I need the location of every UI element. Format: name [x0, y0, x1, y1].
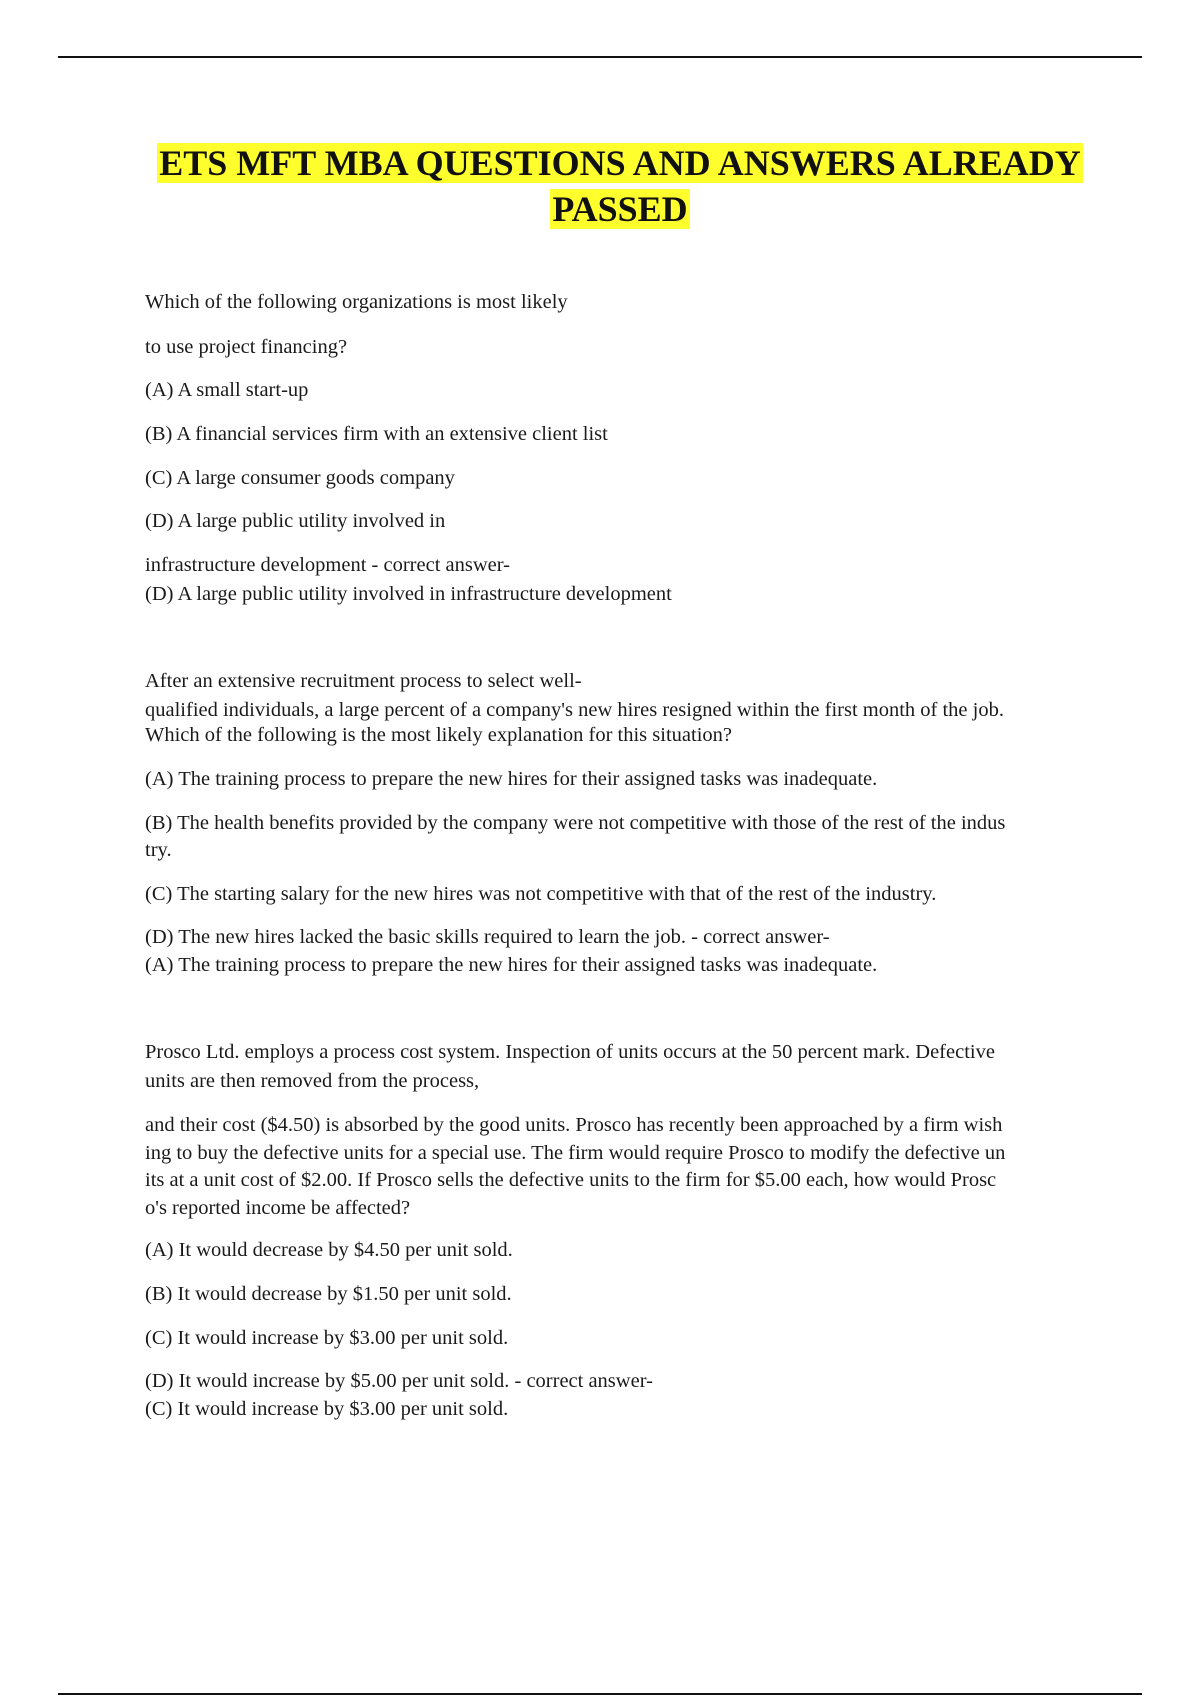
option-d-continued: infrastructure development - correct answer- — [145, 554, 510, 576]
question-prompt: After an extensive recruitment process to select well- — [145, 670, 582, 692]
top-rule — [58, 56, 1142, 58]
question-prompt: qualified individuals, a large percent of a company's new hires resigned within the first month of the job. — [145, 699, 1004, 721]
option-b: (B) It would decrease by $1.50 per unit sold. — [145, 1283, 512, 1305]
page-title — [130, 140, 1110, 232]
option-d: (D) A large public utility involved in — [145, 510, 446, 532]
question-prompt: Prosco Ltd. employs a process cost system. Inspection of units occurs at the 50 percent mark. Defective — [145, 1041, 995, 1063]
question-prompt: units are then removed from the process, — [145, 1070, 480, 1092]
correct-answer: (C) It would increase by $3.00 per unit sold. — [145, 1398, 509, 1420]
question-prompt: its at a unit cost of $2.00. If Prosco sells the defective units to the firm for $5.00 each, how would Prosc — [145, 1169, 997, 1191]
option-d: (D) The new hires lacked the basic skills required to learn the job. - correct answer- — [145, 926, 830, 948]
option-a: (A) A small start-up — [145, 379, 309, 401]
option-b: (B) A financial services firm with an extensive client list — [145, 423, 608, 445]
option-c: (C) The starting salary for the new hires was not competitive with that of the rest of the industry. — [145, 883, 937, 905]
option-b-continued: try. — [145, 839, 172, 861]
option-d: (D) It would increase by $5.00 per unit sold. - correct answer- — [145, 1370, 653, 1392]
option-a: (A) It would decrease by $4.50 per unit sold. — [145, 1239, 513, 1261]
correct-answer: (D) A large public utility involved in infrastructure development — [145, 583, 672, 605]
question-prompt: to use project financing? — [145, 336, 348, 358]
option-c: (C) It would increase by $3.00 per unit sold. — [145, 1327, 509, 1349]
bottom-rule — [58, 1693, 1142, 1695]
correct-answer: (A) The training process to prepare the new hires for their assigned tasks was inadequate. — [145, 954, 878, 976]
question-prompt: o's reported income be affected? — [145, 1197, 411, 1219]
option-b: (B) The health benefits provided by the company were not competitive with those of the rest of the indus — [145, 812, 1006, 834]
question-prompt: Which of the following is the most likely explanation for this situation? — [145, 724, 732, 746]
option-c: (C) A large consumer goods company — [145, 467, 455, 489]
title-line-1: ETS MFT MBA QUESTIONS AND ANSWERS ALREADY — [159, 143, 1081, 183]
question-prompt: and their cost ($4.50) is absorbed by the good units. Prosco has recently been approached by a firm wish — [145, 1114, 1003, 1136]
question-prompt: ing to buy the defective units for a special use. The firm would require Prosco to modify the defective un — [145, 1142, 1006, 1164]
question-prompt: Which of the following organizations is most likely — [145, 291, 568, 313]
option-a: (A) The training process to prepare the new hires for their assigned tasks was inadequate. — [145, 768, 878, 790]
title-line-2: PASSED — [552, 189, 688, 229]
